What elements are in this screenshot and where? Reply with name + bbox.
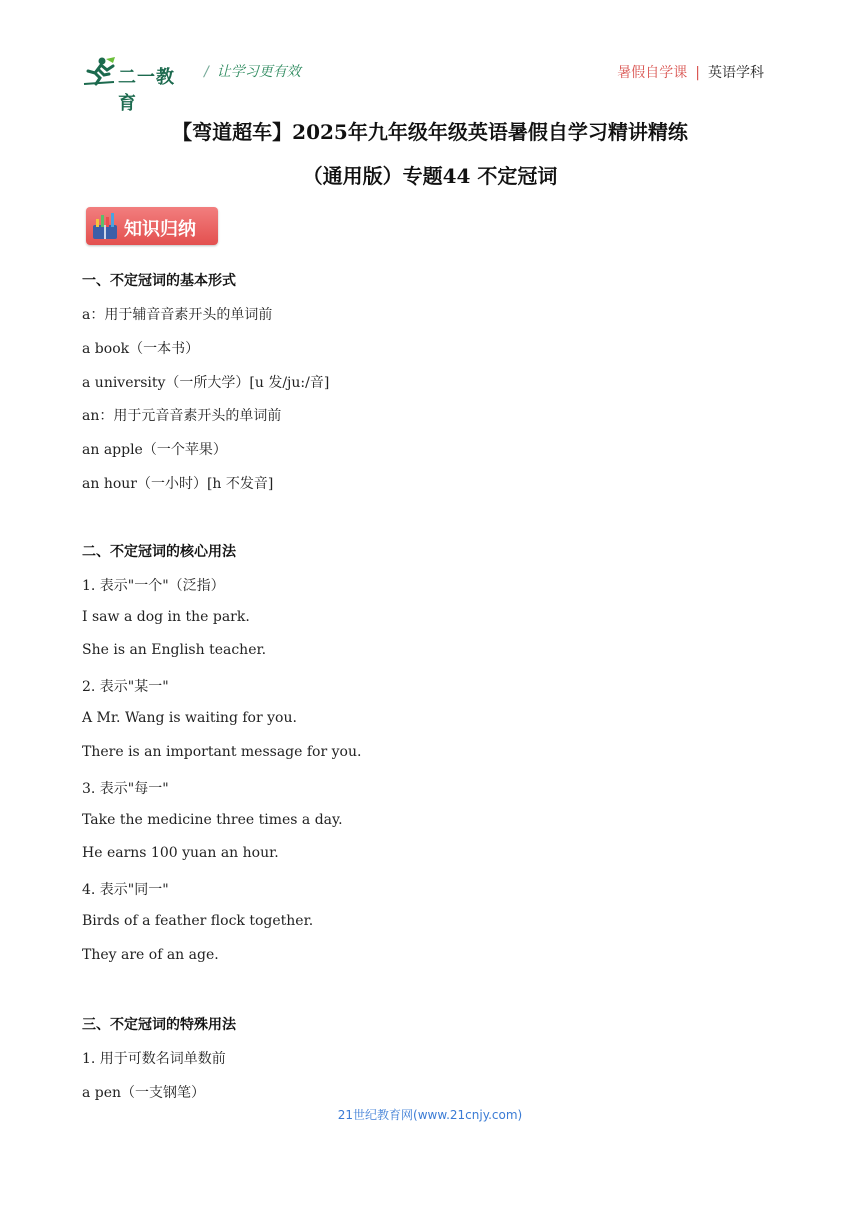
logo-text: 二一教育 <box>118 67 175 114</box>
content-line: Birds of a feather flock together. <box>82 913 314 929</box>
badge-label: 知识归纳 <box>124 219 196 240</box>
subject-label: 英语学科 <box>708 65 764 81</box>
content-line: 3. 表示"每一" <box>82 781 169 797</box>
content-line: a：用于辅音音素开头的单词前 <box>82 307 273 323</box>
page-title-line1: 【弯道超车】2025年九年级年级英语暑假自学习精讲精练 <box>172 120 688 144</box>
content-line: She is an English teacher. <box>82 642 267 658</box>
content-line: 4. 表示"同一" <box>82 882 169 898</box>
content-line: a pen（一支钢笔） <box>82 1085 206 1101</box>
content-line: an：用于元音音素开头的单词前 <box>82 408 282 424</box>
section-heading: 三、不定冠词的特殊用法 <box>82 1017 236 1033</box>
section-heading: 一、不定冠词的基本形式 <box>82 273 236 289</box>
header-course-info <box>617 62 764 82</box>
course-label: 暑假自学课 <box>617 65 688 81</box>
runner-logo-icon <box>82 56 116 88</box>
content-line: 1. 表示"一个"（泛指） <box>82 578 225 594</box>
page-footer[interactable]: 21世纪教育网(www.21cnjy.com) <box>337 1108 523 1122</box>
page-title-line2: （通用版）专题44 不定冠词 <box>302 164 558 188</box>
content-line: a university（一所大学）[u 发/ju:/音] <box>82 375 330 391</box>
page-header <box>0 0 860 114</box>
section-badge <box>86 207 218 245</box>
content-line: an apple（一个苹果） <box>82 442 227 458</box>
content-line: He earns 100 yuan an hour. <box>82 845 279 861</box>
content-line: A Mr. Wang is waiting for you. <box>82 710 297 726</box>
content-line: There is an important message for you. <box>82 744 362 760</box>
slash-divider: / <box>204 64 209 80</box>
content-line: a book（一本书） <box>82 341 200 357</box>
book-chart-icon <box>90 211 120 241</box>
section-heading: 二、不定冠词的核心用法 <box>82 544 236 560</box>
content-line: Take the medicine three times a day. <box>82 812 343 828</box>
content-line: an hour（一小时）[h 不发音] <box>82 476 274 492</box>
content-line: I saw a dog in the park. <box>82 609 250 625</box>
site-logo[interactable] <box>82 56 192 114</box>
content-line: They are of an age. <box>82 947 219 963</box>
slogan <box>204 61 301 81</box>
slogan-text: 让学习更有效 <box>216 64 301 80</box>
content-line: 1. 用于可数名词单数前 <box>82 1051 226 1067</box>
content-line: 2. 表示"某一" <box>82 679 169 695</box>
header-separator: | <box>695 65 700 81</box>
